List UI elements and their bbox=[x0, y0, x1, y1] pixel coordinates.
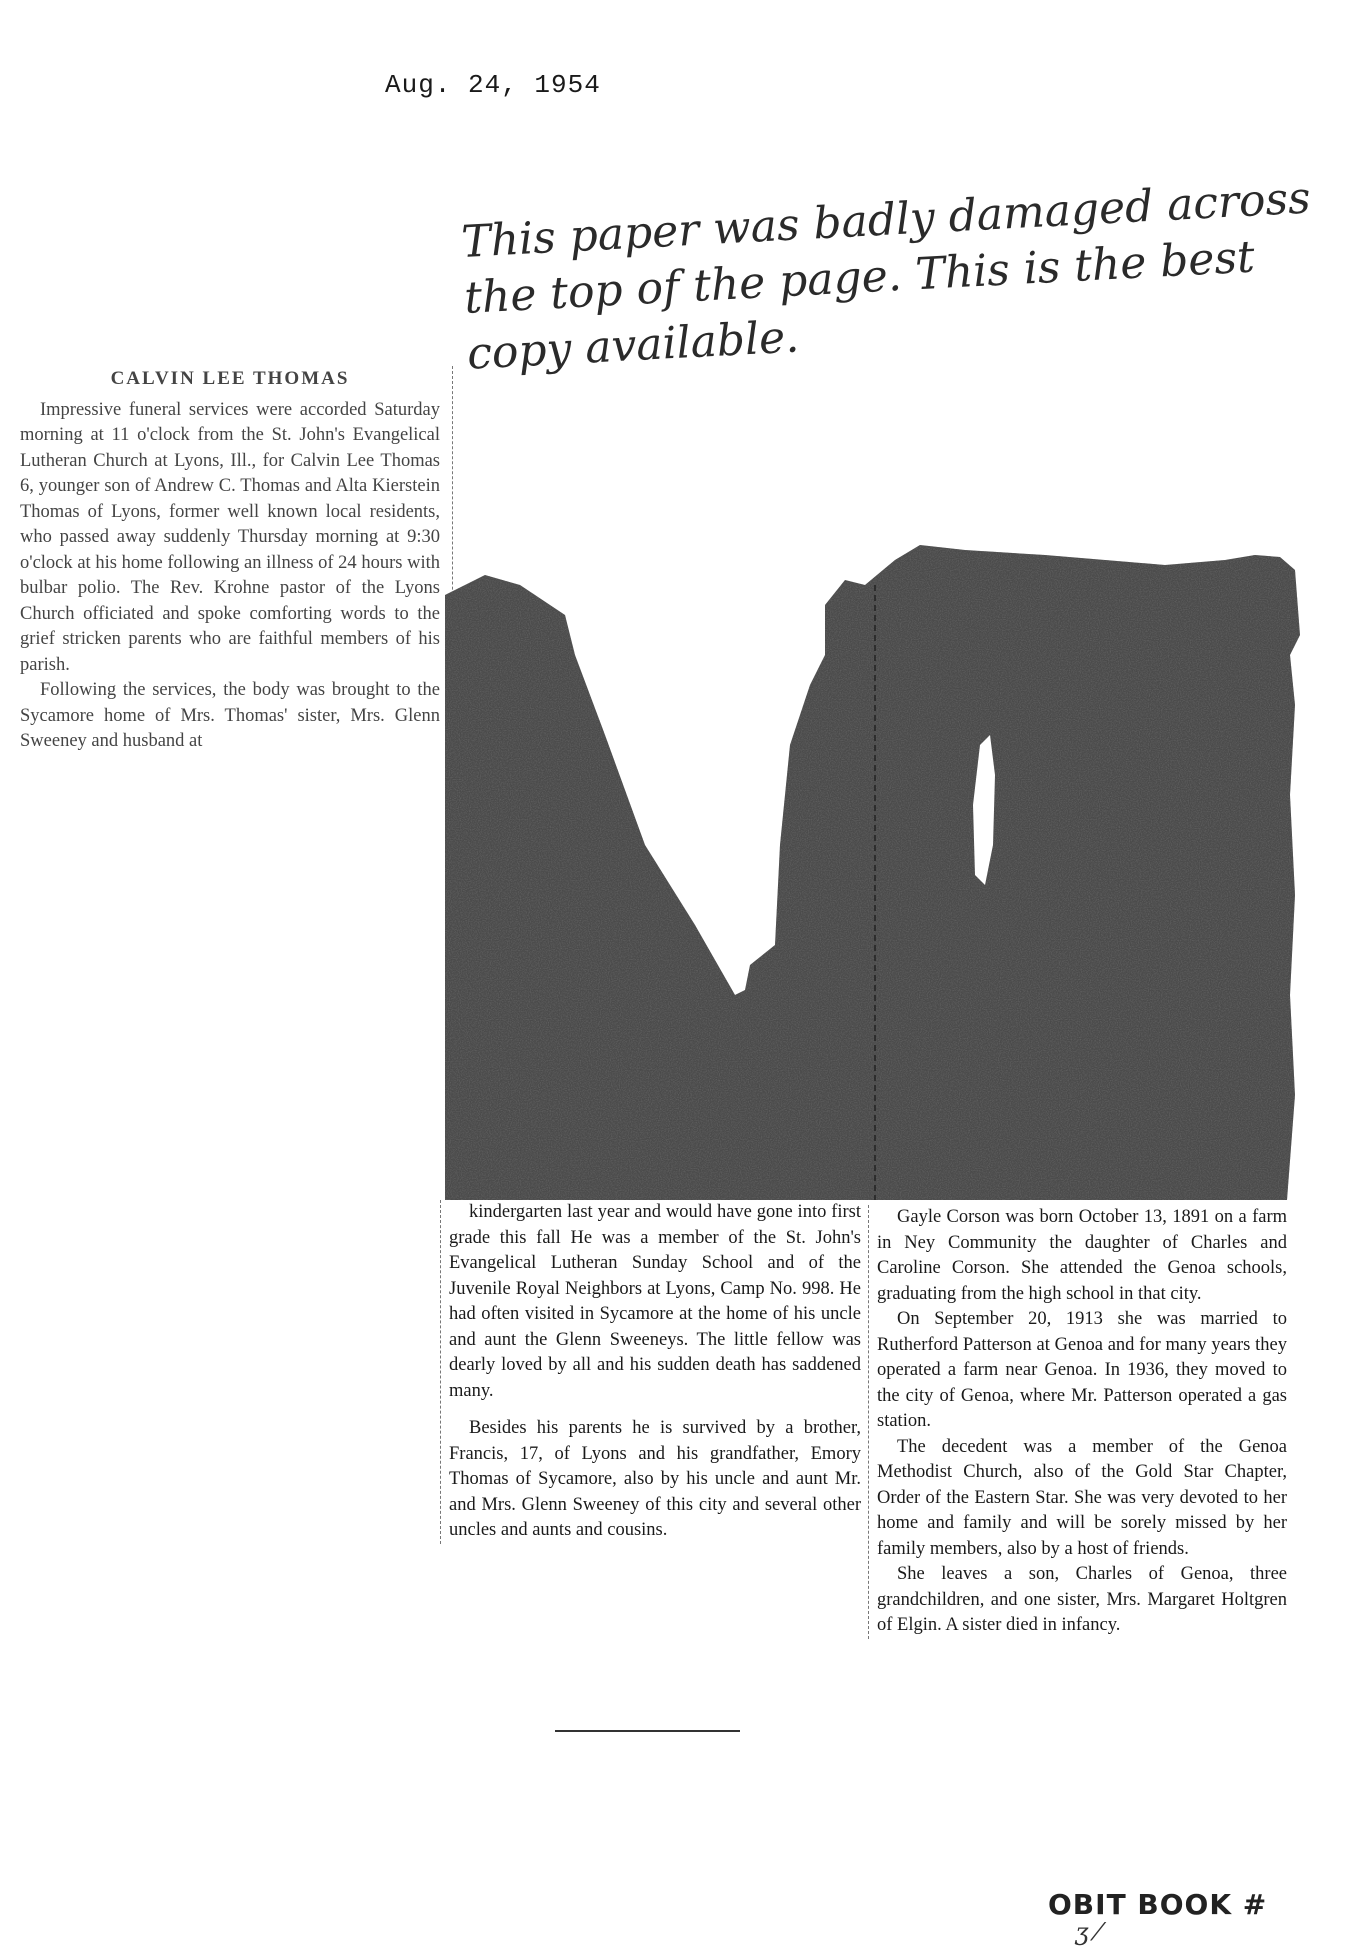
obituary-paragraph: kindergarten last year and would have gone into first grade this fall He was a member of the St. John's Evangelical Lutheran Sunday School and of the Juvenile Royal Neighbors at Lyons, Camp No. 998. He had often visited in Sycamore at the home of his uncle and aunt the Glenn Sweeneys. The little fellow was dearly loved by all and his sudden death has saddened many. bbox=[449, 1202, 861, 1401]
handwritten-note: This paper was badly damaged across the top of the page. This is the best copy available. bbox=[460, 172, 1312, 380]
patterson-obituary bbox=[868, 1205, 1287, 1639]
obit-book-stamp: OBIT BOOK # bbox=[1048, 1888, 1268, 1921]
obituary-paragraph: On September 20, 1913 she was married to Rutherford Patterson at Genoa and for many years they operated a farm near Genoa. In 1936, they moved to the city of Genoa, where Mr. Patterson operated a gas station. bbox=[877, 1309, 1287, 1431]
obituary-paragraph: Gayle Corson was born October 13, 1891 on a farm in Ney Community the daughter of Charles and Caroline Corson. She attended the Genoa schools, graduating from the high school in that city. bbox=[877, 1207, 1287, 1304]
obituary-headline: CALVIN LEE THOMAS bbox=[110, 368, 350, 389]
obituary-paragraph: Following the services, the body was brought to the Sycamore home of Mrs. Thomas' sister, Mrs. Glenn Sweeney and husband at bbox=[20, 680, 440, 751]
calvin-thomas-obituary bbox=[20, 366, 453, 755]
column-end-rule bbox=[555, 1730, 740, 1732]
clipping-date: Aug. 24, 1954 bbox=[385, 70, 601, 100]
obituary-paragraph: The decedent was a member of the Genoa Methodist Church, also of the Gold Star Chapter, Order of the Eastern Star. She was very devoted to her home and family and will be sorely missed by her family members, also by a host of friends. bbox=[877, 1436, 1287, 1559]
obituary-paragraph: Besides his parents he is survived by a brother, Francis, 17, of Lyons and his grandfather, Emory Thomas of Sycamore, also by his uncle and aunt Mr. and Mrs. Glenn Sweeney of this city and several other uncles and aunts and cousins. bbox=[449, 1418, 861, 1540]
obituary-paragraph: She leaves a son, Charles of Genoa, three grandchildren, and one sister, Mrs. Margaret Holtgren of Elgin. A sister died in infancy. bbox=[877, 1564, 1287, 1635]
stamp-handwritten-mark: ʒ ⁄ bbox=[1075, 1918, 1101, 1946]
obituary-paragraph: Impressive funeral services were accorded Saturday morning at 11 o'clock from the St. John's Evangelical Lutheran Church at Lyons, Ill., for Calvin Lee Thomas 6, younger son of Andrew C. Thomas and Alta Kierstein Thomas of Lyons, former well known local residents, who passed away suddenly Thursday morning at 9:30 o'clock at his home following an illness of 24 hours with bulbar polio. The Rev. Krohne pastor of the Lyons Church officiated and spoke comforting words to the grief stricken parents who are faithful members of his parish. bbox=[20, 399, 440, 675]
damage-texture bbox=[445, 545, 1300, 1200]
damaged-paper-area bbox=[445, 545, 1305, 1200]
calvin-thomas-continued bbox=[440, 1200, 861, 1544]
